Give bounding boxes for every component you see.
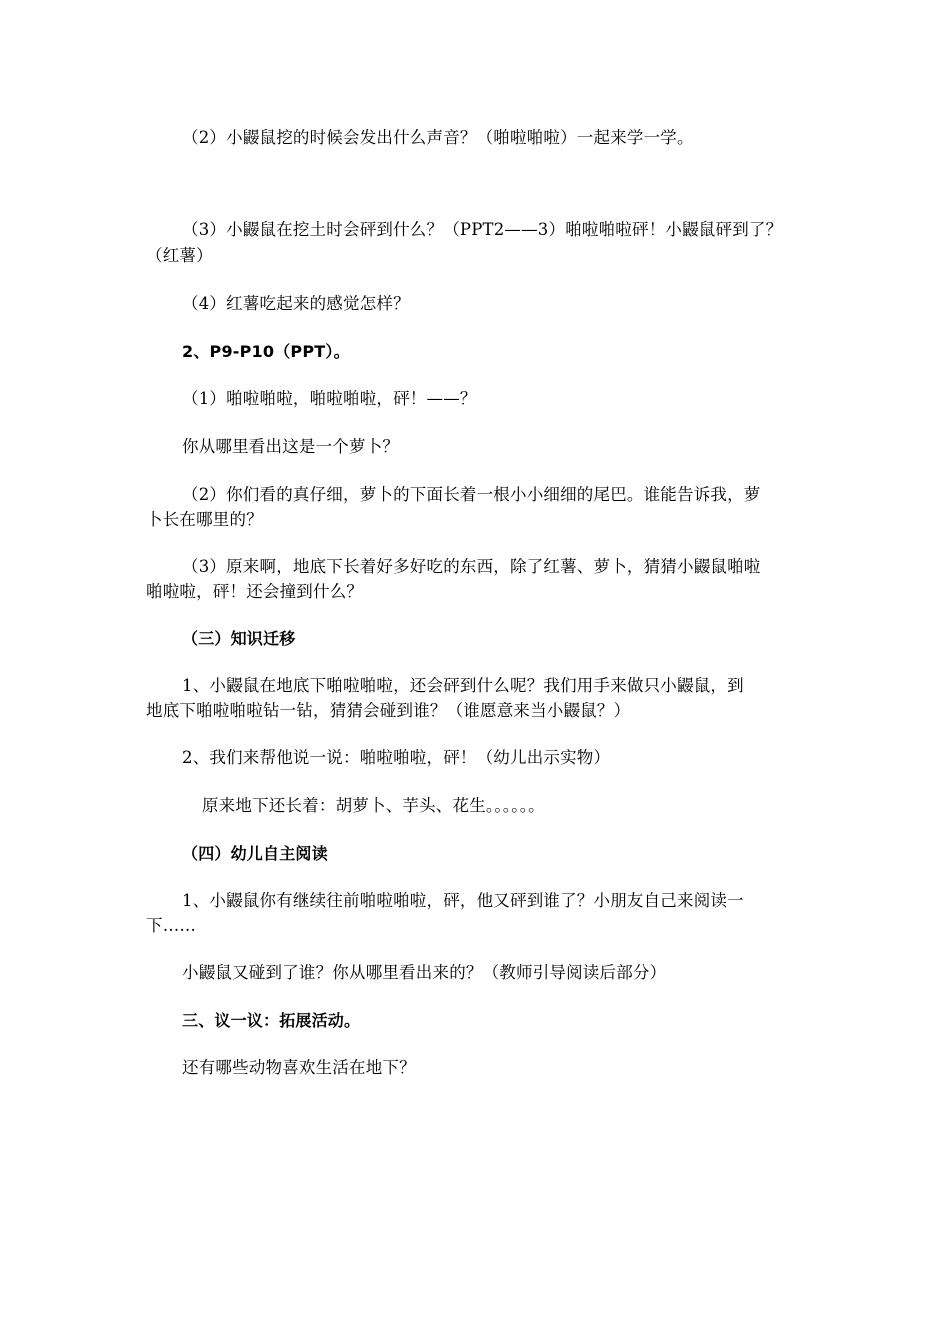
paragraph-tail-line-1: （2）你们看的真仔细，萝卜的下面长着一根小小细细的尾巴。谁能告诉我，萝	[182, 485, 761, 504]
paragraph-continue-line-2: 下……	[146, 916, 197, 935]
paragraph-help-say: 2、我们来帮他说一说：啪啦啪啦，砰！（幼儿出示实物）	[182, 748, 611, 767]
paragraph-underground-line-2: 啪啦啦，砰！还会撞到什么？	[146, 582, 364, 601]
paragraph-dig-question-line-1: （3）小鼹鼠在挖土时会砰到什么？（PPT2——3）啪啦啪啦砰！小鼹鼠砰到了？	[182, 220, 783, 239]
paragraph-tail-line-2: 卜长在哪里的？	[146, 510, 263, 529]
section-heading-discussion: 三、议一议：拓展活动。	[182, 1011, 361, 1030]
paragraph-dig-question-line-2: （红薯）	[146, 246, 213, 265]
section-heading-p9-p10: 2、P9-P10（PPT）。	[182, 342, 350, 361]
paragraph-pala-question: （1）啪啦啪啦，啪啦啪啦，砰！——？	[182, 389, 477, 408]
paragraph-underground-line-1: （3）原来啊，地底下长着好多好吃的东西，除了红薯、萝卜，猜猜小鼹鼠啪啦	[182, 557, 761, 576]
paragraph-sound-question: （2）小鼹鼠挖的时候会发出什么声音？（啪啦啪啦）一起来学一学。	[182, 128, 694, 147]
paragraph-underground-items: 原来地下还长着：胡萝卜、芋头、花生。。。。。。	[202, 796, 545, 815]
paragraph-radish-question: 你从哪里看出这是一个萝卜？	[182, 437, 400, 456]
paragraph-other-animals: 还有哪些动物喜欢生活在地下？	[182, 1058, 416, 1077]
section-heading-knowledge-transfer: （三）知识迁移	[182, 629, 296, 648]
paragraph-who-met: 小鼹鼠又碰到了谁？你从哪里看出来的？（教师引导阅读后部分）	[182, 963, 667, 982]
section-heading-self-reading: （四）幼儿自主阅读	[182, 844, 328, 863]
paragraph-taste-question: （4）红薯吃起来的感觉怎样？	[182, 294, 410, 313]
paragraph-hand-mole-line-1: 1、小鼹鼠在地底下啪啦啪啦，还会砰到什么呢？我们用手来做只小鼹鼠，到	[182, 676, 744, 695]
paragraph-hand-mole-line-2: 地底下啪啦啪啦钻一钻，猜猜会碰到谁？（谁愿意来当小鼹鼠？）	[146, 701, 631, 720]
paragraph-continue-line-1: 1、小鼹鼠你有继续往前啪啦啪啦，砰，他又砰到谁了？小朋友自己来阅读一	[182, 891, 744, 910]
